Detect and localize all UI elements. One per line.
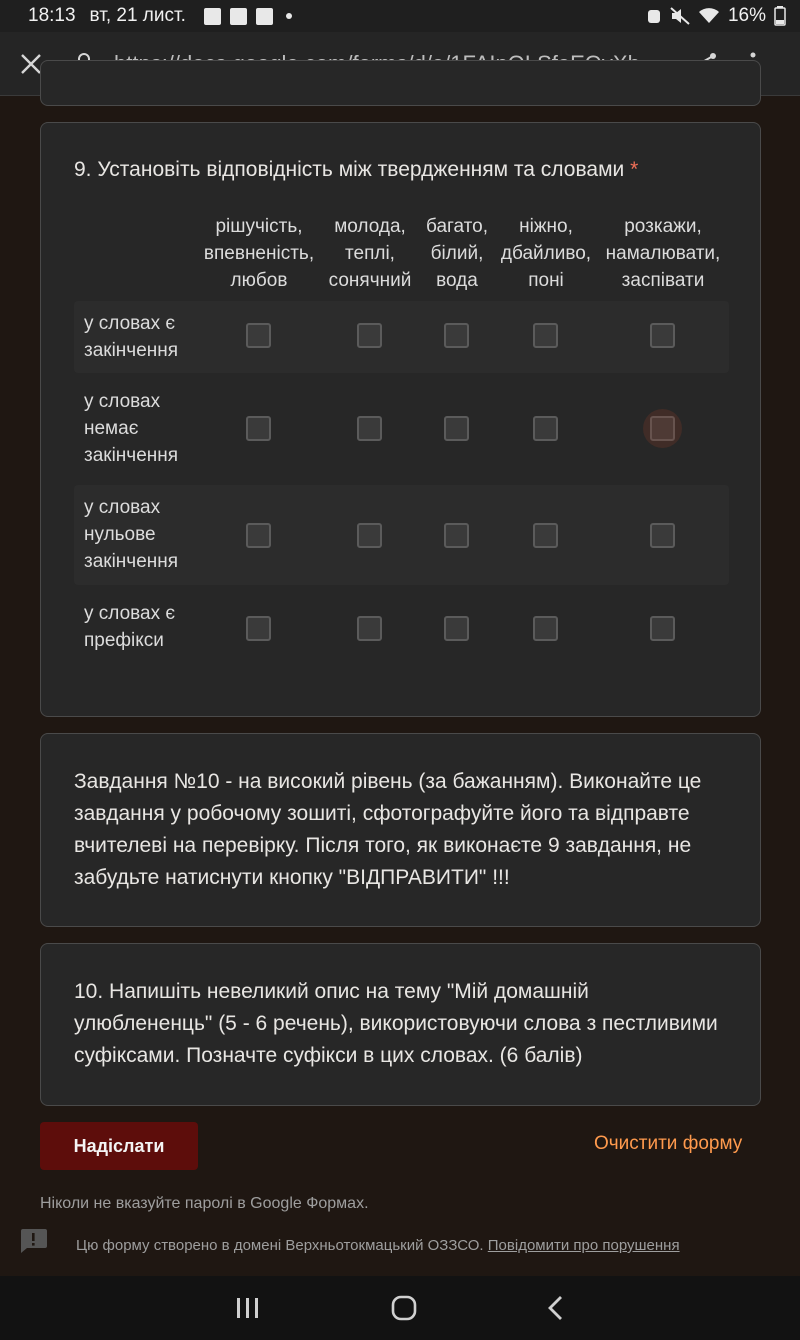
question-10-text: 10. Напишіть невеликий опис на тему "Мій домашній улюблененць" (5 - 6 речень), використовуючи слова з пестливими суфіксами. Позначте суфікси в цих словах. (6 балів) (74, 980, 718, 1067)
grid-row-2 (74, 379, 729, 479)
checkbox-r3-c3[interactable] (444, 523, 469, 548)
camera-app-icon (230, 8, 247, 25)
column-header-4: ніжно, дбайливо, поні (500, 216, 592, 291)
checkbox-r3-c1[interactable] (246, 523, 271, 548)
question-9-title (74, 158, 638, 182)
checkbox-r3-c5[interactable] (650, 523, 675, 548)
submit-button[interactable]: Надіслати (40, 1122, 198, 1170)
domain-note-text: Цю форму створено в домені Верхньотокмацький ОЗЗСО. (76, 1237, 488, 1254)
column-header-3: багато, білий, вода (425, 216, 489, 291)
gallery-icon (204, 8, 221, 25)
feedback-icon[interactable] (18, 1227, 48, 1260)
grid-row-3 (74, 485, 729, 585)
status-bar (0, 0, 800, 32)
checkbox-r3-c2[interactable] (357, 523, 382, 548)
question-10-card (40, 943, 761, 1106)
column-header-1: рішучість, впевненість, любов (203, 216, 315, 291)
shopping-bag-icon (256, 8, 273, 25)
checkbox-r2-c2[interactable] (357, 416, 382, 441)
checkbox-r4-c3[interactable] (444, 616, 469, 641)
home-icon[interactable] (391, 1295, 417, 1321)
checkbox-r2-c3[interactable] (444, 416, 469, 441)
grid-row-4 (74, 591, 729, 663)
report-abuse-link[interactable]: Повідомити про порушення (487, 1237, 680, 1254)
row-label-2: у словах немає закінчення (84, 391, 179, 466)
notification-icons (204, 8, 292, 25)
checkbox-r3-c4[interactable] (533, 523, 558, 548)
required-asterisk: * (630, 158, 639, 181)
checkbox-r4-c4[interactable] (533, 616, 558, 641)
checkbox-r2-c1[interactable] (246, 416, 271, 441)
question-9-title-text: 9. Установіть відповідність між твердженням та словами (74, 158, 625, 181)
battery-percent: 16% (727, 5, 766, 26)
question-9-card (40, 122, 761, 717)
previous-question-card (40, 60, 761, 106)
recent-apps-icon[interactable] (235, 1297, 261, 1319)
system-nav-bar (0, 1276, 800, 1340)
grid-column-headers (41, 213, 762, 293)
more-notifications-icon (286, 13, 292, 19)
battery-icon (774, 6, 786, 26)
checkbox-r1-c4[interactable] (533, 323, 558, 348)
row-label-3: у словах нульове закінчення (84, 497, 179, 572)
checkbox-r2-c4[interactable] (533, 416, 558, 441)
info-text: Завдання №10 - на високий рівень (за бажанням). Виконайте це завдання у робочому зошиті, сфотографуйте його та відправте вчителеві на перевірку. Після того, як виконаєте 9 завдання, не забудьте натиснути кнопку "ВІДПРАВИТИ" !!! (74, 770, 702, 889)
checkbox-r1-c2[interactable] (357, 323, 382, 348)
checkbox-r4-c1[interactable] (246, 616, 271, 641)
checkbox-r1-c3[interactable] (444, 323, 469, 348)
mute-icon (670, 7, 690, 25)
close-icon (20, 53, 42, 75)
row-label-1: у словах є закінчення (84, 313, 179, 361)
row-label-4: у словах є префікси (84, 603, 176, 651)
grid-row-1 (74, 301, 729, 373)
checkbox-r4-c2[interactable] (357, 616, 382, 641)
back-icon[interactable] (547, 1295, 565, 1321)
status-date: вт, 21 лист. (89, 5, 186, 26)
clear-form-button[interactable]: Очистити форму (594, 1133, 743, 1154)
checkbox-r1-c5[interactable] (650, 323, 675, 348)
checkbox-r2-c5[interactable] (650, 416, 675, 441)
password-warning: Ніколи не вказуйте паролі в Google Формах. (40, 1195, 369, 1212)
column-header-5: розкажи, намалювати, заспівати (605, 216, 721, 291)
checkbox-r4-c5[interactable] (650, 616, 675, 641)
status-time: 18:13 (28, 5, 76, 26)
alarm-icon (646, 7, 662, 25)
info-card (40, 733, 761, 927)
wifi-icon (698, 7, 720, 25)
column-header-2: молода, теплі, сонячний (328, 216, 412, 291)
checkbox-r1-c1[interactable] (246, 323, 271, 348)
domain-note (76, 1237, 680, 1254)
